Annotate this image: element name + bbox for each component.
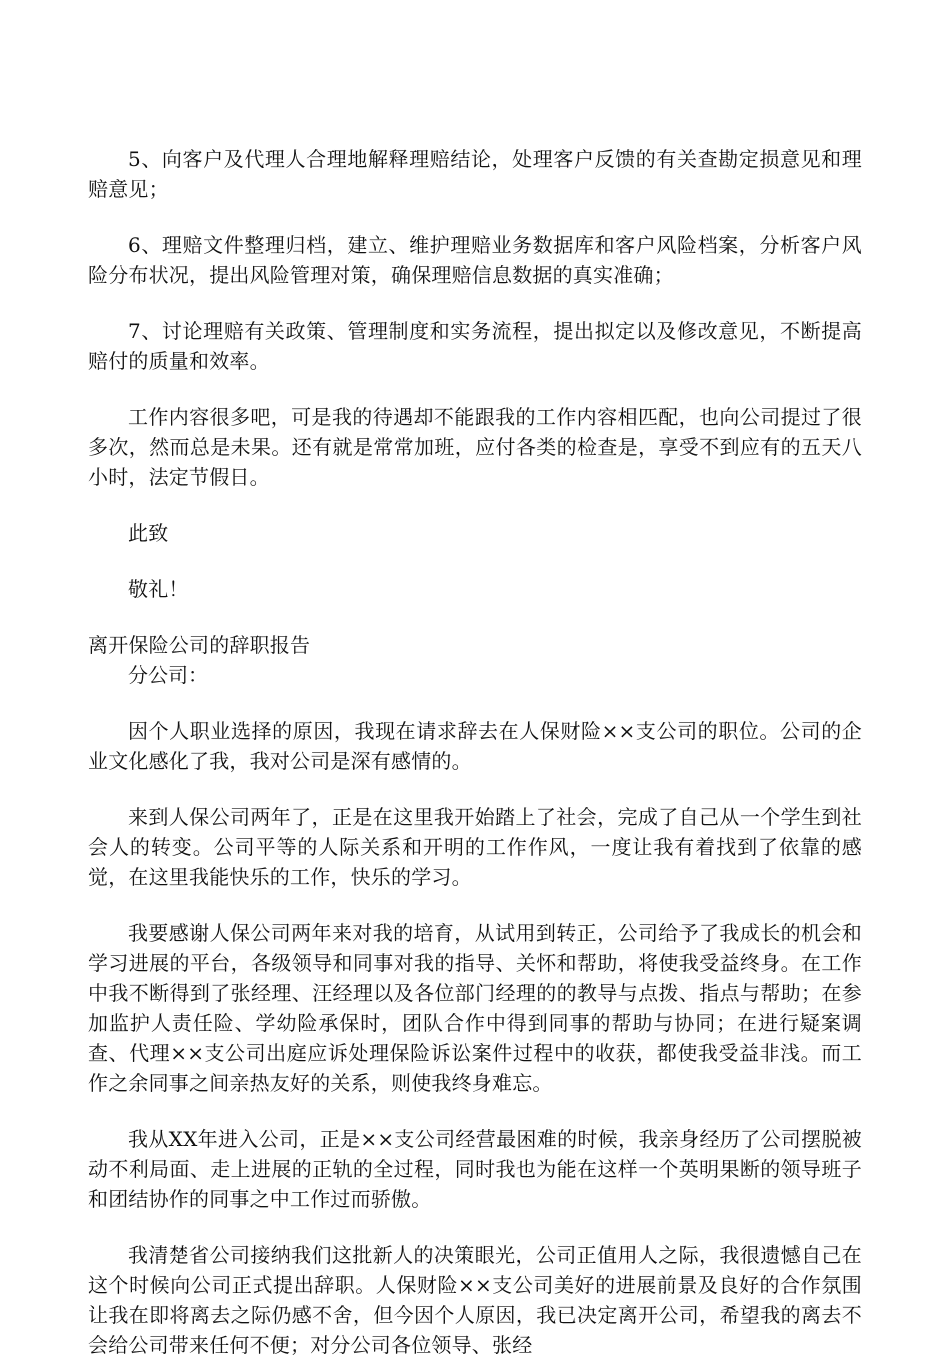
report-paragraph-3: 我要感谢人保公司两年来对我的培育，从试用到转正，公司给予了我成长的机会和学习进展的平台，各级领导和同事对我的指导、关怀和帮助，将使我受益终身。在工作中我不断得到了张经理、汪经理以及各位部门经理的的教导与点拨、指点与帮助；在参加监护人责任险、学幼险承保时，团队合作中得到同事的帮助与协同；在进行疑案调查、代理××支公司出庭应诉处理保险诉讼案件过程中的收获，都使我受益非浅。而工作之余同事之间亲热友好的关系，则使我终身难忘。 — [88, 921, 862, 1095]
paragraph-item-5: 5、向客户及代理人合理地解释理赔结论，处理客户反馈的有关查勘定损意见和理赔意见； — [88, 147, 862, 201]
report-paragraph-2: 来到人保公司两年了，正是在这里我开始踏上了社会，完成了自己从一个学生到社会人的转变。公司平等的人际关系和开明的工作作风，一度让我有着找到了依靠的感觉，在这里我能快乐的工作，快乐的学习。 — [88, 805, 862, 889]
paragraph-item-6: 6、理赔文件整理归档，建立、维护理赔业务数据库和客户风险档案，分析客户风险分布状况，提出风险管理对策，确保理赔信息数据的真实准确； — [88, 233, 862, 287]
document-body — [88, 144, 862, 1360]
report-paragraph-5: 我清楚省公司接纳我们这批新人的决策眼光，公司正值用人之际，我很遗憾自己在这个时候向公司正式提出辞职。人保财险××支公司美好的进展前景及良好的合作氛围让我在即将离去之际仍感不舍，但今因个人原因，我已决定离开公司，希望我的离去不会给公司带来任何不便；对分公司各位领导、张经 — [88, 1243, 862, 1357]
report-title: 离开保险公司的辞职报告 — [88, 633, 311, 657]
paragraph-work-content: 工作内容很多吧，可是我的待遇却不能跟我的工作内容相匹配，也向公司提过了很多次，然而总是未果。还有就是常常加班，应付各类的检查是，享受不到应有的五天八小时，法定节假日。 — [88, 405, 862, 489]
report-salutation: 分公司： — [128, 663, 208, 687]
closing-cizhi: 此致 — [128, 521, 169, 545]
report-paragraph-4: 我从XX年进入公司，正是××支公司经营最困难的时候，我亲身经历了公司摆脱被动不利局面、走上进展的正轨的全过程，同时我也为能在这样一个英明果断的领导班子和团结协作的同事之中工作过而骄傲。 — [88, 1127, 862, 1211]
paragraph-item-7: 7、讨论理赔有关政策、管理制度和实务流程，提出拟定以及修改意见，不断提高赔付的质量和效率。 — [88, 319, 862, 373]
closing-jingli: 敬礼！ — [128, 577, 189, 601]
report-paragraph-1: 因个人职业选择的原因，我现在请求辞去在人保财险××支公司的职位。公司的企业文化感化了我，我对公司是深有感情的。 — [88, 719, 862, 773]
